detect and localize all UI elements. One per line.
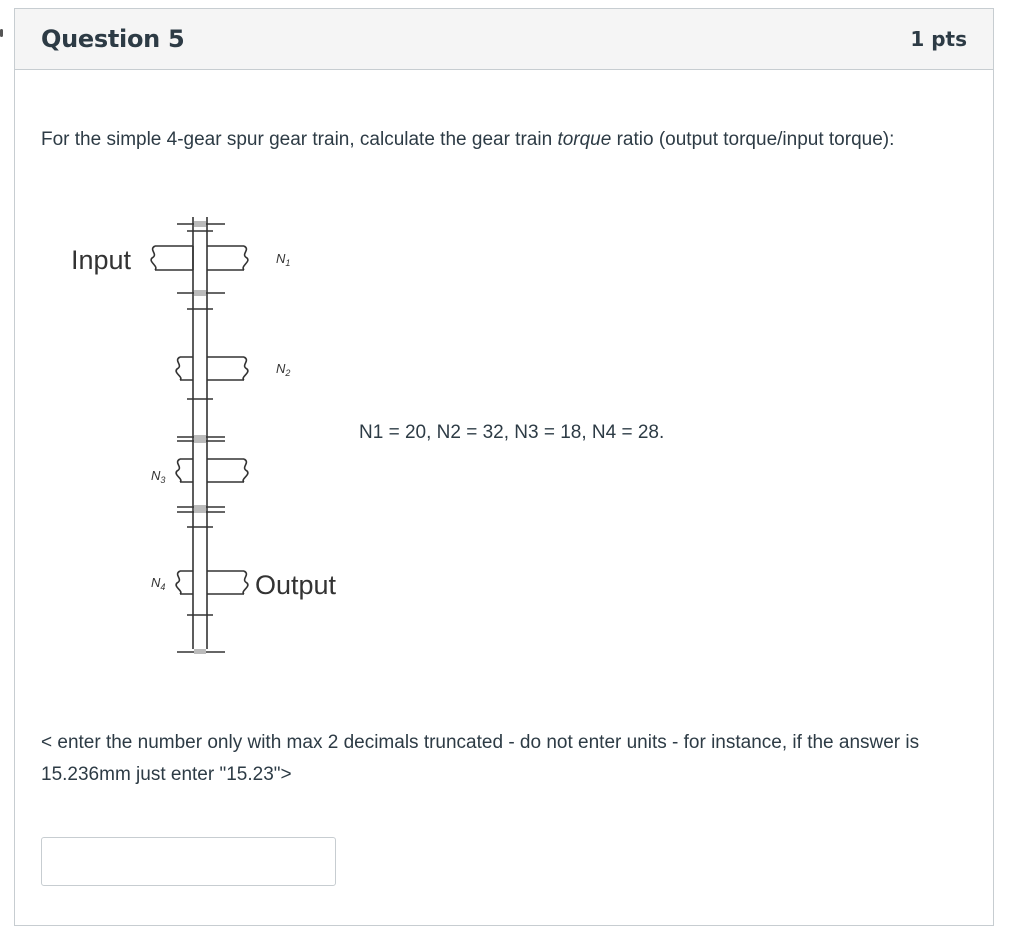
gear-tooth-counts: N1 = 20, N2 = 32, N3 = 18, N4 = 28.: [359, 422, 665, 443]
prompt-text-end: ratio (output torque/input torque):: [611, 129, 895, 150]
gear-label-n2: $N_2$: [276, 361, 291, 378]
answer-instructions: < enter the number only with max 2 decimals truncated - do not enter units - for instance, if the answer is 15.236mm just enter "15.23">: [41, 732, 920, 785]
gear-label-n4: $N_4$: [151, 575, 166, 592]
prompt-text-start: For the simple 4-gear spur gear train, calculate the gear train: [41, 129, 558, 150]
output-label: Output: [255, 570, 337, 600]
question-prompt: [41, 123, 921, 156]
prompt-emphasis: torque: [557, 129, 612, 150]
question-card: [14, 8, 994, 926]
gear-train-diagram: [49, 209, 369, 659]
gear-label-n3: $N_3$: [151, 468, 166, 485]
gear-label-n1: $N_1$: [276, 251, 291, 268]
question-header: [15, 9, 993, 70]
input-label: Input: [71, 245, 132, 275]
question-points: 1 pts: [910, 27, 967, 51]
left-edge-marker: [0, 29, 3, 37]
question-title: Question 5: [41, 25, 185, 53]
answer-input[interactable]: [41, 837, 336, 886]
